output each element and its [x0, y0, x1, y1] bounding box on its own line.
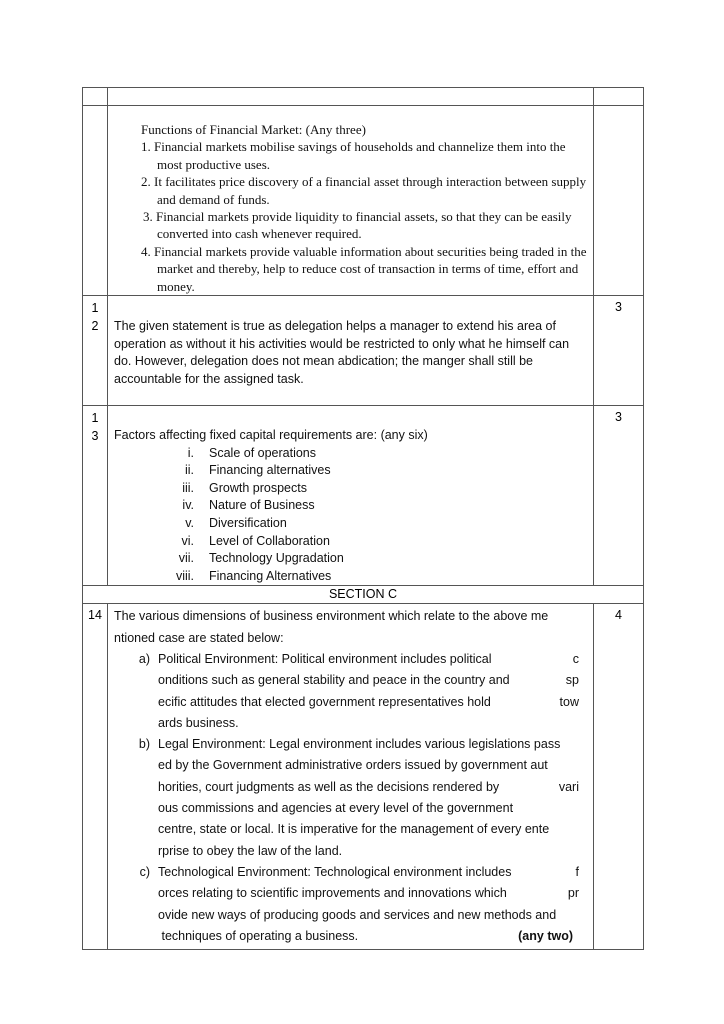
- q14-number: 14: [83, 604, 108, 950]
- q12-number-digit-2: 2: [91, 318, 99, 333]
- q11-heading: Functions of Financial Market: (Any three): [141, 122, 366, 137]
- q14-text-line: [158, 777, 587, 798]
- q13-factor-item: [114, 568, 587, 586]
- table-row-q11: [83, 106, 644, 296]
- q14-intro-line-1: The various dimensions of business environment which relate to the above me: [114, 609, 549, 624]
- q13-factor-numeral: v.: [185, 516, 194, 531]
- q14-text-line: [158, 755, 587, 776]
- q14-text-line-main: ecific attitudes that elected government representatives hold: [158, 694, 491, 709]
- table-row-q12: [83, 296, 644, 406]
- q14-intro-line-2: ntioned case are stated below:: [114, 630, 284, 645]
- q14-point-b-text: [158, 734, 587, 862]
- q13-factor-text: Financing Alternatives: [209, 568, 332, 583]
- q14-text-line: [158, 670, 587, 691]
- q14-text-line-main: centre, state or local. It is imperative for the management of every ente: [158, 822, 550, 837]
- q14-point-b-label: b): [138, 737, 150, 752]
- q13-number: [83, 406, 108, 586]
- q12-marks: 3: [594, 296, 644, 406]
- q13-factor-list: [114, 445, 587, 586]
- q13-factor-numeral: viii.: [175, 568, 194, 583]
- q12-answer: The given statement is true as delegation helps a manager to extend his area of operation as without it his activities would be restricted to only what he himself can do. However, delegation does not mean abdication; the manger shall still be accountable for the assigned task.: [108, 296, 594, 406]
- q14-text-line-main: ovide new ways of producing goods and services and new methods and: [158, 907, 557, 922]
- q14-text-line: [158, 905, 587, 926]
- q14-text-line: [158, 692, 587, 713]
- q13-factor-numeral: iii.: [182, 480, 194, 495]
- q13-factor-numeral: iv.: [182, 498, 194, 513]
- q13-factor-numeral: vi.: [181, 533, 194, 548]
- q13-factor-numeral: ii.: [184, 463, 194, 478]
- q14-text-line-fragment: sp: [565, 673, 579, 688]
- table-row-q14: [83, 604, 644, 950]
- q14-text-line: [158, 798, 587, 819]
- q14-text-line: [158, 734, 587, 755]
- table-row-empty: [83, 88, 644, 106]
- q13-heading: Factors affecting fixed capital requirements are: (any six): [114, 428, 428, 443]
- q14-text-line-fragment: pr: [567, 886, 579, 901]
- q13-factor-text: Financing alternatives: [209, 463, 331, 478]
- section-heading: SECTION C: [83, 586, 644, 604]
- q13-factor-item: [114, 497, 587, 515]
- q13-factor-text: Nature of Business: [209, 498, 315, 513]
- q14-answer: [108, 604, 594, 950]
- q14-text-line-fragment: c: [572, 652, 579, 666]
- q14-text-line-fragment: vari: [558, 779, 579, 794]
- q12-number: [83, 296, 108, 406]
- q14-text-line-main: Political Environment: Political environment includes political: [158, 652, 492, 666]
- q11-point-2: 2. It facilitates price discovery of a financial asset through interaction between supply and demand of funds.: [141, 174, 587, 207]
- q14-text-line-main: Legal Environment: Legal environment includes various legislations pass: [158, 737, 561, 752]
- q14-point-c-last-text: techniques of operating a business.: [158, 928, 359, 943]
- q14-text-line: [158, 713, 587, 734]
- q14-text-line-main: rprise to obey the law of the land.: [158, 843, 343, 858]
- table-row-section: [83, 586, 644, 604]
- q14-point-a-text: [158, 649, 587, 734]
- q14-text-line-fragment: f: [575, 864, 579, 879]
- q13-factor-text: Scale of operations: [209, 445, 317, 460]
- q14-text-line: [158, 819, 587, 840]
- q11-point-3: 3. Financial markets provide liquidity to financial assets, so that they can be easily converted into cash whenever required.: [143, 209, 572, 242]
- q13-factor-item: [114, 533, 587, 551]
- q13-marks: 3: [594, 406, 644, 586]
- q14-point-b: [114, 734, 587, 862]
- q13-factor-text: Diversification: [209, 516, 287, 531]
- q14-point-c-last-line: [158, 926, 587, 947]
- q13-factor-item: [114, 462, 587, 480]
- q14-text-line-main: orces relating to scientific improvements and innovations which: [158, 886, 507, 901]
- table-row-q13: [83, 406, 644, 586]
- q13-factor-item: [114, 515, 587, 533]
- q13-factor-item: [114, 550, 587, 568]
- q13-number-digit-2: 3: [91, 428, 99, 443]
- q14-text-line-main: ous commissions and agencies at every level of the government: [158, 801, 514, 816]
- q14-text-line-main: ed by the Government administrative orders issued by government aut: [158, 758, 548, 773]
- q13-factor-text: Level of Collaboration: [209, 533, 330, 548]
- q13-factor-item: [114, 445, 587, 463]
- q14-text-line-main: horities, court judgments as well as the decisions rendered by: [158, 779, 500, 794]
- q13-number-digit-1: 1: [91, 411, 99, 426]
- q14-any-two-note: (any two): [518, 928, 573, 943]
- q14-text-line-main: ards business.: [158, 715, 239, 730]
- q14-text-line: [158, 841, 587, 862]
- q14-point-a: [114, 649, 587, 734]
- q11-point-4: 4. Financial markets provide valuable information about securities being traded in the market and thereby, help to reduce cost of transaction in terms of time, effort and money.: [141, 243, 587, 294]
- q14-text-line-fragment: tow: [559, 694, 579, 709]
- q13-factor-numeral: i.: [187, 445, 194, 460]
- q14-text-line: [158, 862, 587, 883]
- q11-point-1: 1. Financial markets mobilise savings of households and channelize them into the most productive uses.: [141, 139, 566, 172]
- q12-number-digit-1: 1: [91, 301, 99, 316]
- q14-text-line: [158, 649, 587, 670]
- q13-factor-text: Growth prospects: [209, 480, 307, 495]
- q14-marks: 4: [594, 604, 644, 950]
- q13-factor-text: Technology Upgradation: [209, 551, 344, 566]
- q14-point-c: [114, 862, 587, 947]
- q13-factor-numeral: vii.: [178, 551, 194, 566]
- q14-point-a-label: a): [138, 652, 150, 666]
- q14-text-line: [158, 883, 587, 904]
- q14-text-line-main: Technological Environment: Technological environment includes: [158, 864, 512, 879]
- q11-answer: [108, 106, 594, 296]
- q13-factor-item: [114, 480, 587, 498]
- q13-answer: [108, 406, 594, 586]
- answer-table: [82, 87, 644, 950]
- q14-point-c-label: c): [139, 864, 150, 879]
- q14-point-c-text: [158, 862, 587, 947]
- q14-text-line-main: onditions such as general stability and peace in the country and: [158, 673, 510, 688]
